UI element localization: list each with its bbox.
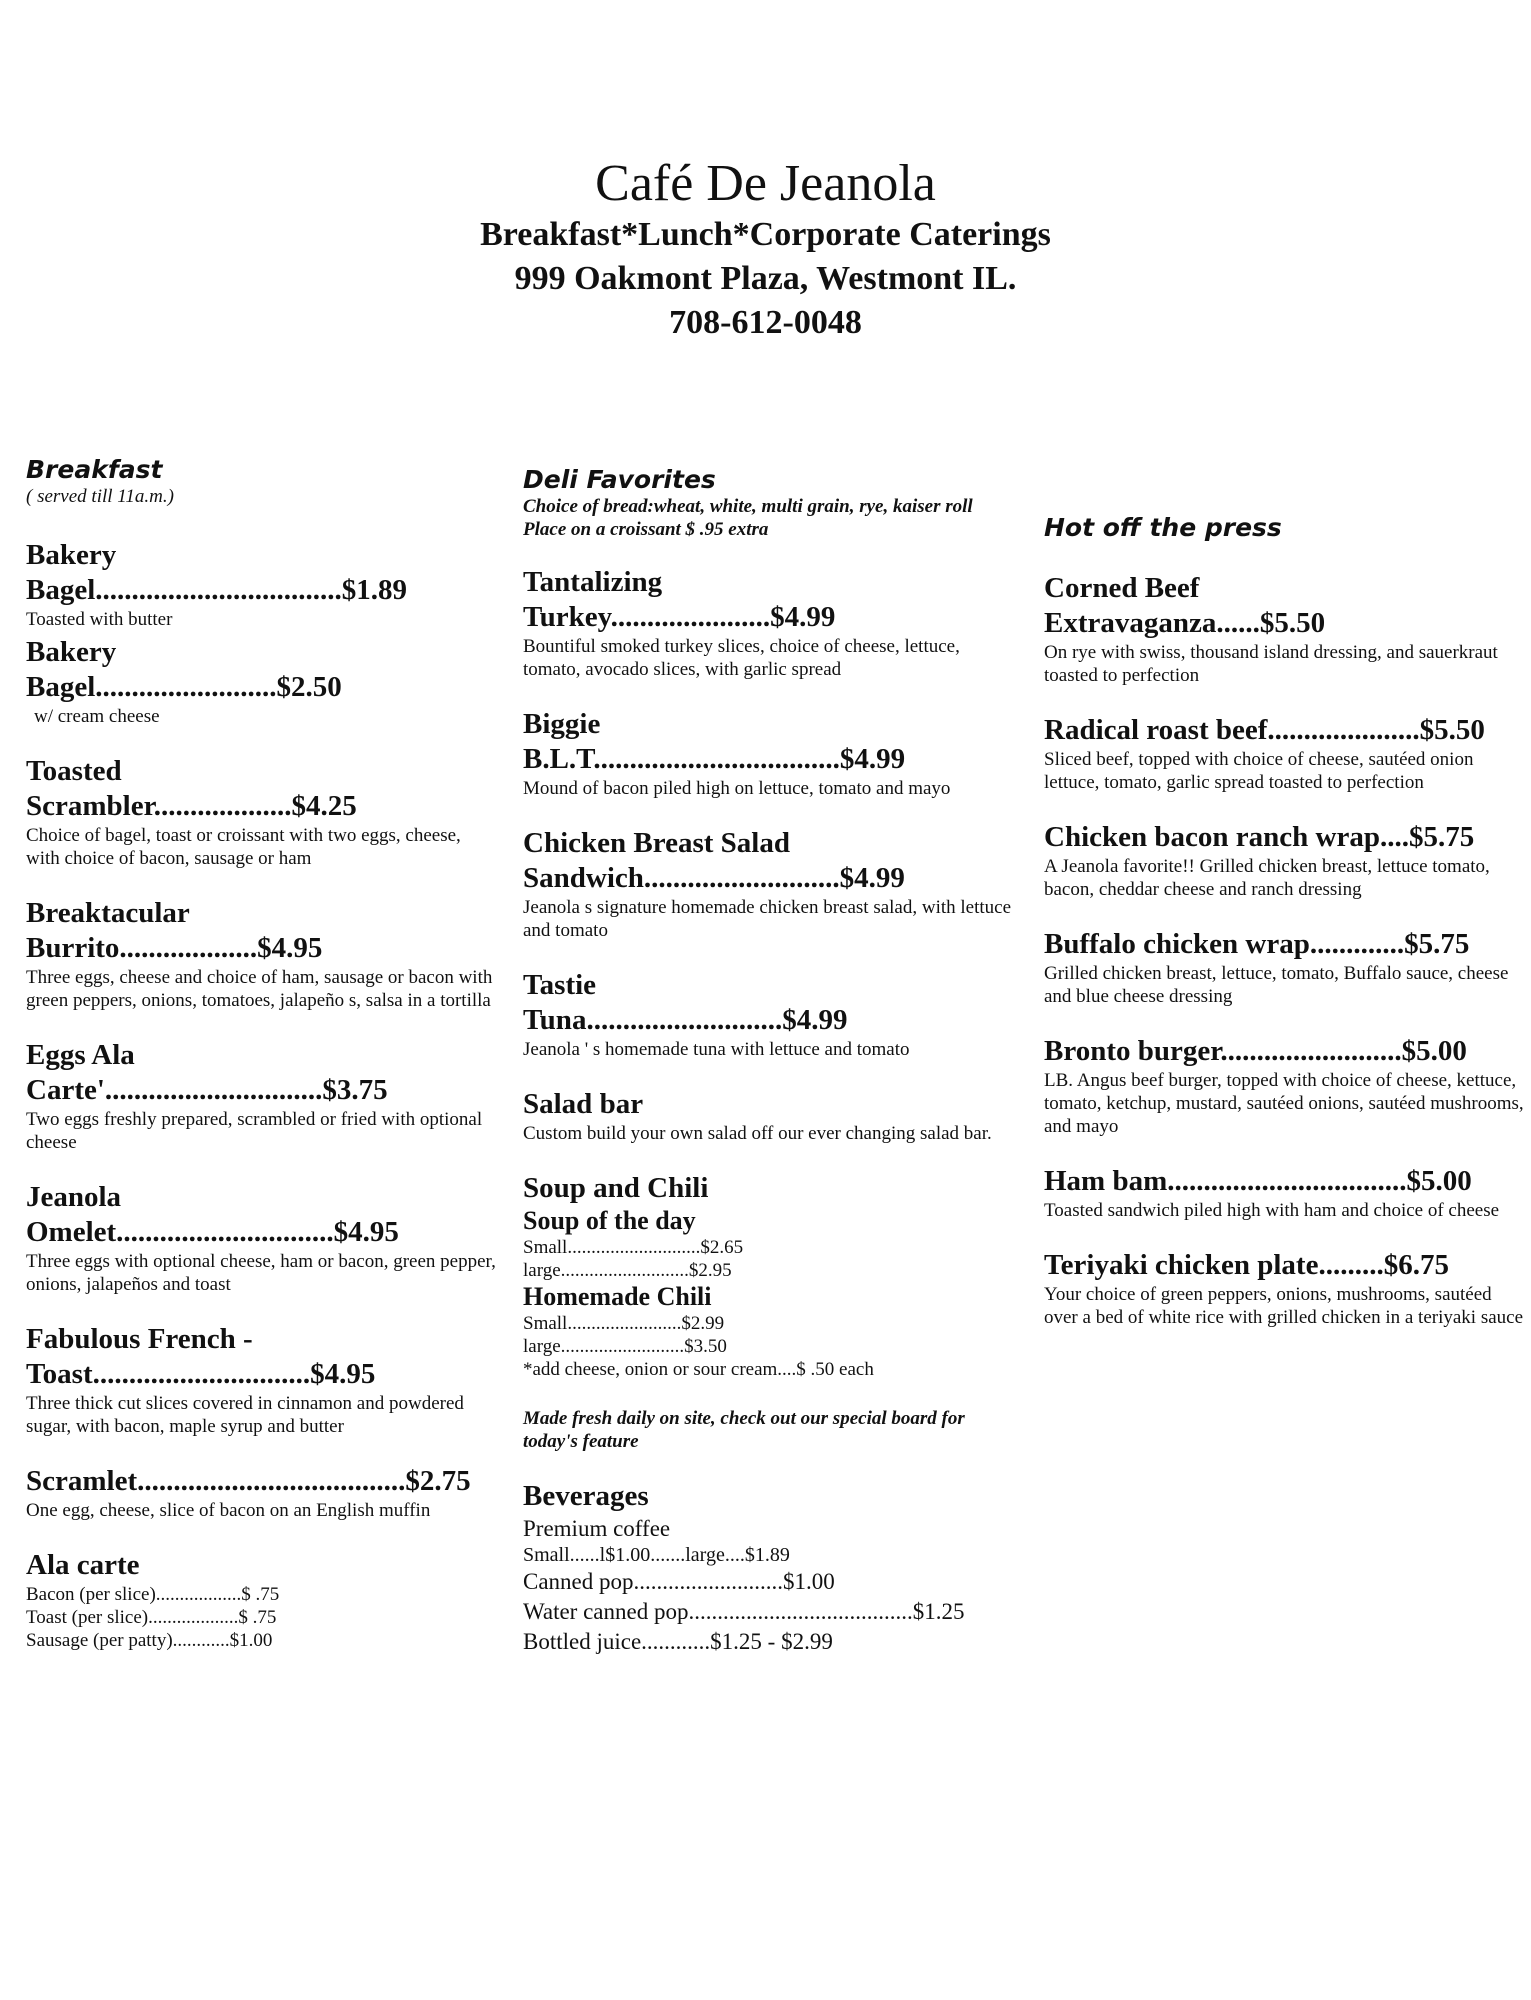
item-price-line: Extravaganza......$5.50 [1044,607,1326,639]
item-price-line: Carte'..............................$3.75 [26,1074,388,1106]
menu-item [1044,571,1524,687]
tagline: Breakfast*Lunch*Corporate Caterings [480,216,1051,253]
soup-chili-block [523,1171,1018,1381]
beverages-title: Beverages [523,1480,649,1512]
section-title-press: Hot off the press [1044,513,1282,542]
beverages-block [523,1479,1018,1657]
menu-item [26,538,496,631]
item-description: Toasted sandwich piled high with ham and choice of cheese [1044,1200,1500,1221]
section-title-deli: Deli Favorites [523,465,716,494]
croissant-note: Place on a croissant $ .95 extra [523,519,769,540]
item-name: Tastie [523,969,597,1001]
menu-item [523,1087,1018,1145]
item-name: Breaktacular [26,897,190,929]
item-price-line: Burrito...................$4.95 [26,932,323,964]
ala-carte-block [26,1548,496,1652]
menu-item [1044,1248,1524,1329]
phone-number: 708-612-0048 [669,304,862,341]
item-price-line: Omelet..............................$4.95 [26,1216,399,1248]
soup-subtitle: Soup of the day [523,1206,696,1235]
ala-carte-title: Ala carte [26,1549,140,1581]
item-description: Grilled chicken breast, lettuce, tomato, Buffalo sauce, cheese and blue cheese dressing [1044,963,1509,1007]
breakfast-hours-note: ( served till 11a.m.) [26,486,174,507]
bread-choice-note: Choice of bread:wheat, white, multi grain, rye, kaiser roll [523,496,973,517]
special-board-note [523,1407,1018,1453]
item-description: Jeanola ' s homemade tuna with lettuce and tomato [523,1039,910,1060]
menu-item [26,754,496,870]
menu-item [26,635,496,728]
item-name: Tantalizing [523,566,663,598]
menu-item [26,1464,496,1522]
menu-item [523,707,1018,800]
addon-line: *add cheese, onion or sour cream....$ .50 each [523,1359,874,1380]
item-price-line: Bronto burger.........................$5.00 [1044,1035,1467,1067]
item-description: Choice of bagel, toast or croissant with two eggs, cheese, with choice of bacon, sausage or ham [26,825,461,869]
item-name: Salad bar [523,1088,644,1120]
item-description: Your choice of green peppers, onions, mushrooms, sautéed over a bed of white rice with grilled chicken in a teriyaki sauce [1044,1284,1524,1328]
item-price-line: Turkey......................$4.99 [523,601,836,633]
item-price-line: Bagel..................................$1.89 [26,574,408,606]
item-name: Corned Beef [1044,572,1200,604]
item-price-line: Ham bam.................................$5.00 [1044,1165,1472,1197]
item-price-line: Scrambler...................$4.25 [26,790,357,822]
item-price-line: Buffalo chicken wrap.............$5.75 [1044,928,1470,960]
breakfast-section [26,455,496,1652]
item-description: Jeanola s signature homemade chicken breast salad, with lettuce and tomato [523,897,1012,941]
item-description: Two eggs freshly prepared, scrambled or fried with optional cheese [26,1109,483,1153]
menu-item [1044,1034,1524,1138]
item-description: w/ cream cheese [34,706,160,727]
menu-item [26,1322,496,1438]
item-description: Three eggs, cheese and choice of ham, sausage or bacon with green peppers, onions, tomatoes, jalapeño s, salsa in a tortilla [26,967,493,1011]
deli-section [523,465,1018,1657]
chili-price-line: Small........................$2.99 [523,1313,725,1334]
item-name: Bakery [26,636,117,668]
chili-subtitle: Homemade Chili [523,1282,712,1311]
item-description: A Jeanola favorite!! Grilled chicken breast, lettuce tomato, bacon, cheddar cheese and ranch dressing [1044,856,1490,900]
ala-carte-line: Toast (per slice)...................$ .75 [26,1607,277,1628]
item-description: Mound of bacon piled high on lettuce, tomato and mayo [523,778,951,799]
menu-item [523,565,1018,681]
item-price-line: Sandwich...........................$4.99 [523,862,905,894]
item-name: Bakery [26,539,117,571]
item-name: Chicken Breast Salad [523,827,790,859]
item-name: Toasted [26,755,122,787]
soup-chili-title: Soup and Chili [523,1172,709,1204]
menu-header [0,155,1531,345]
item-description: Toasted with butter [26,609,173,630]
item-price-line: Bagel.........................$2.50 [26,671,342,703]
beverage-line: Small......l$1.00.......large....$1.89 [523,1544,790,1566]
menu-item [26,1180,496,1296]
beverage-line: Water canned pop.......................................$1.25 [523,1599,965,1624]
menu-item [1044,1164,1524,1222]
item-price-line: B.L.T..................................$4.99 [523,743,906,775]
item-description: Three eggs with optional cheese, ham or bacon, green pepper, onions, jalapeños and toast [26,1251,496,1295]
section-title-breakfast: Breakfast [26,455,163,484]
item-description: LB. Angus beef burger, topped with choice of cheese, kettuce, tomato, ketchup, mustard, sautéed onions, sautéed mushrooms, and mayo [1044,1070,1524,1137]
soup-price-line: large...........................$2.95 [523,1260,732,1281]
item-price-line: Radical roast beef.....................$5.50 [1044,714,1485,746]
ala-carte-line: Sausage (per patty)............$1.00 [26,1630,273,1651]
item-name: Eggs Ala [26,1039,135,1071]
menu-item [1044,820,1524,901]
item-description: Bountiful smoked turkey slices, choice of cheese, lettuce, tomato, avocado slices, with garlic spread [523,636,960,680]
item-price-line: Toast..............................$4.95 [26,1358,376,1390]
address: 999 Oakmont Plaza, Westmont IL. [514,260,1017,297]
item-price-line: Tuna...........................$4.99 [523,1004,848,1036]
restaurant-name: Café De Jeanola [595,155,936,212]
ala-carte-line: Bacon (per slice)..................$ .75 [26,1584,280,1605]
beverage-line: Bottled juice............$1.25 - $2.99 [523,1629,833,1654]
menu-item [26,1038,496,1154]
menu-item [1044,927,1524,1008]
hot-off-the-press-section [1044,513,1524,1329]
item-price-line: Scramlet.....................................$2.75 [26,1465,471,1497]
beverage-line: Canned pop..........................$1.00 [523,1569,835,1594]
item-description: Three thick cut slices covered in cinnamon and powdered sugar, with bacon, maple syrup and butter [26,1393,464,1437]
menu-item [1044,713,1524,794]
soup-price-line: Small............................$2.65 [523,1237,744,1258]
menu-item [523,826,1018,942]
special-note-text: Made fresh daily on site, check out our special board for today's feature [523,1408,965,1452]
item-name: Fabulous French - [26,1323,253,1355]
menu-item [26,896,496,1012]
item-description: Sliced beef, topped with choice of cheese, sautéed onion lettuce, tomato, garlic spread toasted to perfection [1044,749,1474,793]
item-description: One egg, cheese, slice of bacon on an English muffin [26,1500,431,1521]
item-name: Jeanola [26,1181,122,1213]
item-description: Custom build your own salad off our ever changing salad bar. [523,1123,992,1144]
item-name: Biggie [523,708,601,740]
item-price-line: Chicken bacon ranch wrap....$5.75 [1044,821,1475,853]
chili-price-line: large..........................$3.50 [523,1336,727,1357]
menu-item [523,968,1018,1061]
item-price-line: Teriyaki chicken plate.........$6.75 [1044,1249,1449,1281]
beverage-line: Premium coffee [523,1516,671,1541]
item-description: On rye with swiss, thousand island dressing, and sauerkraut toasted to perfection [1044,642,1498,686]
